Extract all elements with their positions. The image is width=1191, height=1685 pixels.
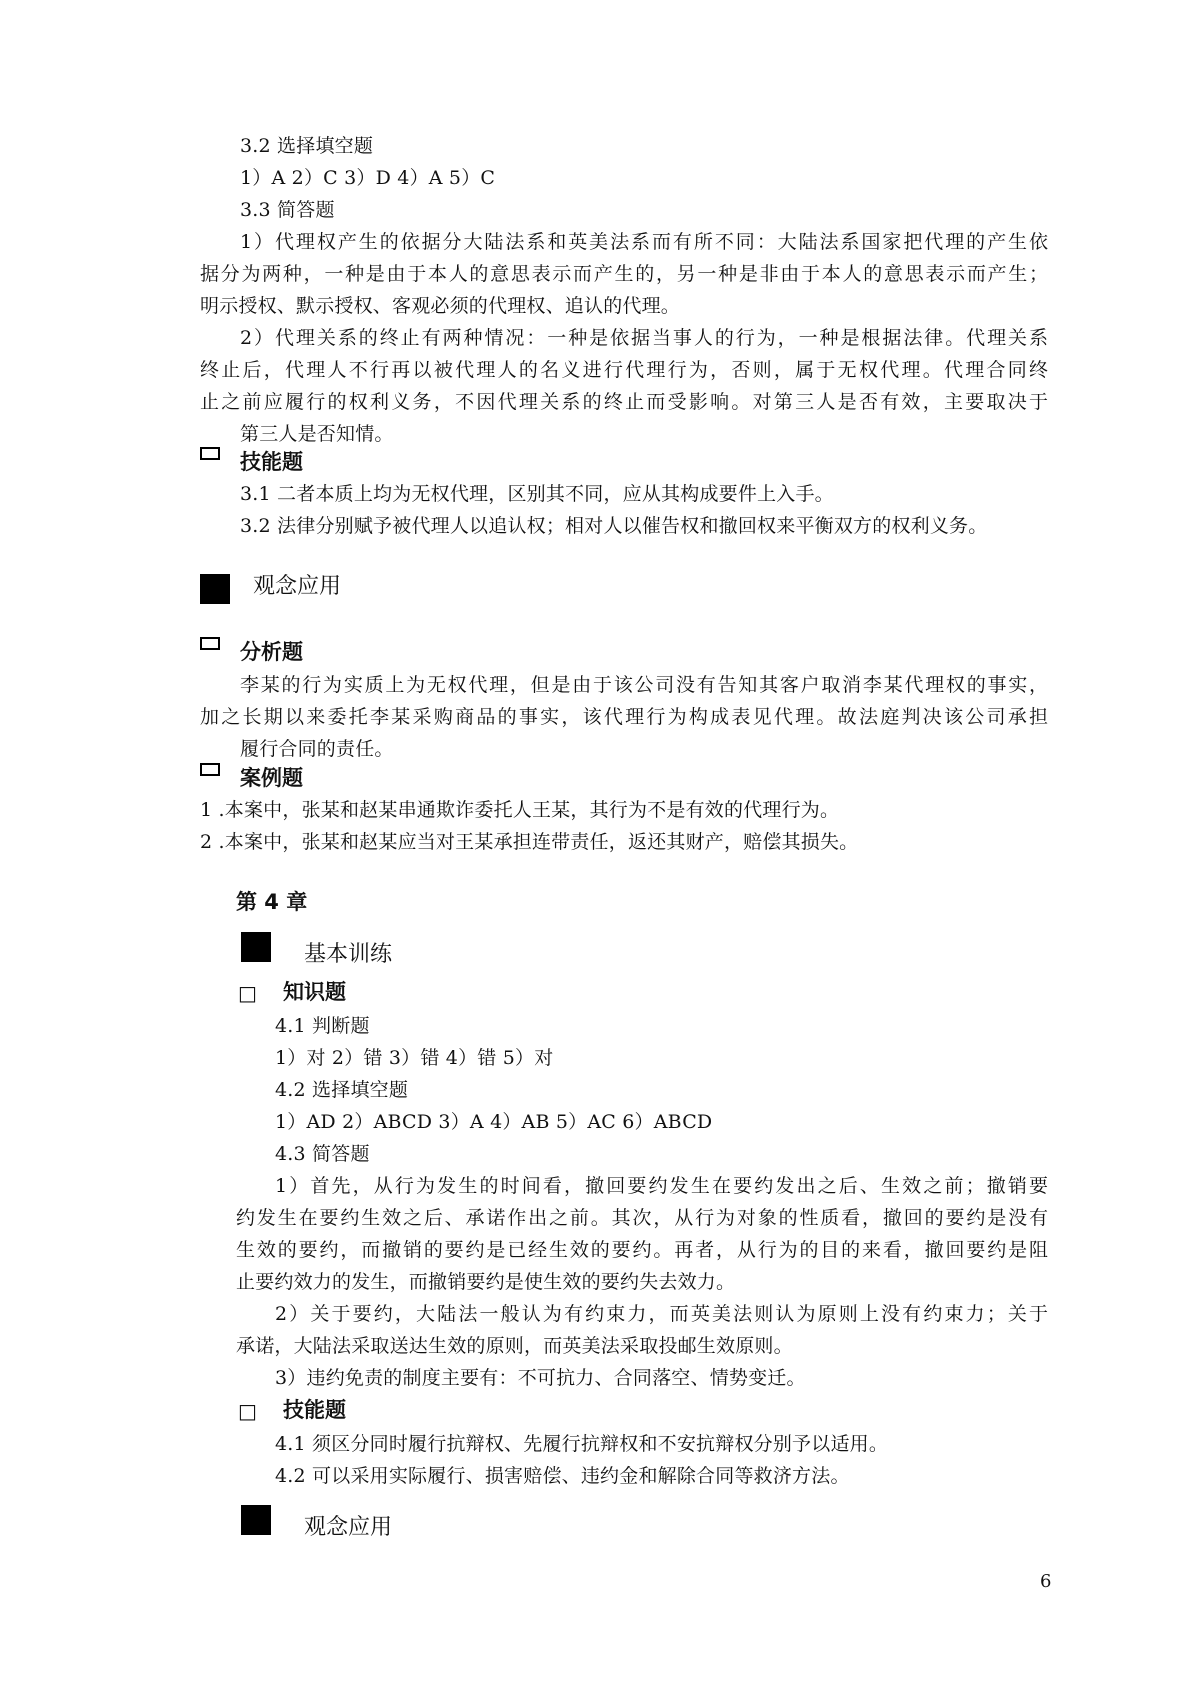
- concept-application-heading-4: 观念应用: [304, 1515, 393, 1540]
- answer-4-3-1-line4: 止要约效力的发生，而撤销要约是使生效的要约失去效力。: [236, 1271, 736, 1293]
- skill-4-1: 4.1 须区分同时履行抗辩权、先履行抗辩权和不安抗辩权分别予以适用。: [275, 1433, 889, 1455]
- skill-3-1: 3.1 二者本质上均为无权代理，区别其不同，应从其构成要件上入手。: [240, 483, 834, 505]
- answers-3-2: 1）A 2）C 3）D 4）A 5）C: [240, 167, 496, 189]
- black-square-icon: [200, 574, 230, 604]
- heading-3-2: 3.2 选择填空题: [240, 135, 374, 157]
- analysis-line3: 履行合同的责任。: [240, 738, 394, 760]
- answer-4-3-2-line2: 承诺，大陆法采取送达生效的原则，而英美法采取投邮生效原则。: [236, 1335, 793, 1357]
- answers-4-1: 1）对 2）错 3）错 4）错 5）对: [275, 1047, 554, 1069]
- skill-3-2: 3.2 法律分别赋予被代理人以追认权；相对人以催告权和撤回权来平衡双方的权利义务。: [240, 515, 988, 537]
- answer-3-3-2-line1: 2）代理关系的终止有两种情况：一种是依据当事人的行为，一种是根据法律。代理关系: [240, 327, 1048, 349]
- checkbox-bullet-icon: [200, 637, 220, 650]
- skills-heading: 技能题: [240, 450, 303, 474]
- analysis-heading: 分析题: [240, 640, 303, 664]
- case-heading: 案例题: [240, 766, 303, 790]
- checkbox-bullet-icon: [200, 447, 220, 460]
- case-item-1: 1 .本案中，张某和赵某串通欺诈委托人王某，其行为不是有效的代理行为。: [200, 799, 840, 821]
- heading-4-1: 4.1 判断题: [275, 1015, 370, 1037]
- answer-3-3-1-line1: 1）代理权产生的依据分大陆法系和英美法系而有所不同：大陆法系国家把代理的产生依: [240, 231, 1048, 253]
- answer-4-3-3: 3）违约免责的制度主要有：不可抗力、合同落空、情势变迁。: [275, 1367, 806, 1389]
- checkbox-bullet-icon: [200, 763, 220, 776]
- answers-4-2: 1）AD 2）ABCD 3）A 4）AB 5）AC 6）ABCD: [275, 1111, 713, 1133]
- concept-application-heading: 观念应用: [253, 574, 342, 599]
- heading-4-2: 4.2 选择填空题: [275, 1079, 409, 1101]
- heading-3-3: 3.3 简答题: [240, 199, 335, 221]
- answer-3-3-2-line4: 第三人是否知情。: [240, 423, 394, 445]
- answer-4-3-1-line1: 1）首先，从行为发生的时间看，撤回要约发生在要约发出之后、生效之前；撤销要: [275, 1175, 1048, 1197]
- answer-4-3-1-line2: 约发生在要约生效之后、承诺作出之前。其次，从行为对象的性质看，撤回的要约是没有: [236, 1207, 1048, 1229]
- black-square-icon: [241, 1505, 271, 1535]
- checkbox-bullet-icon: □: [238, 1399, 258, 1423]
- knowledge-heading: 知识题: [283, 980, 346, 1004]
- answer-3-3-2-line2: 终止后，代理人不行再以被代理人的名义进行代理行为，否则，属于无权代理。代理合同终: [200, 359, 1048, 381]
- heading-4-3: 4.3 简答题: [275, 1143, 370, 1165]
- case-item-2: 2 .本案中，张某和赵某应当对王某承担连带责任，返还其财产，赔偿其损失。: [200, 831, 859, 853]
- skills-heading-4: 技能题: [283, 1398, 346, 1422]
- answer-4-3-2-line1: 2）关于要约，大陆法一般认为有约束力，而英美法则认为原则上没有约束力；关于: [275, 1303, 1048, 1325]
- chapter-title: 第 4 章: [236, 890, 308, 914]
- skill-4-2: 4.2 可以采用实际履行、损害赔偿、违约金和解除合同等救济方法。: [275, 1465, 850, 1487]
- black-square-icon: [241, 932, 271, 962]
- analysis-line2: 加之长期以来委托李某采购商品的事实，该代理行为构成表见代理。故法庭判决该公司承担: [200, 706, 1048, 728]
- answer-3-3-1-line3: 明示授权、默示授权、客观必须的代理权、追认的代理。: [200, 295, 681, 317]
- analysis-line1: 李某的行为实质上为无权代理，但是由于该公司没有告知其客户取消李某代理权的事实，: [240, 674, 1048, 696]
- answer-3-3-2-line3: 止之前应履行的权利义务，不因代理关系的终止而受影响。对第三人是否有效，主要取决于: [200, 391, 1048, 413]
- page-number: 6: [1040, 1571, 1052, 1592]
- answer-4-3-1-line3: 生效的要约，而撤销的要约是已经生效的要约。再者，从行为的目的来看，撤回要约是阻: [236, 1239, 1048, 1261]
- answer-3-3-1-line2: 据分为两种，一种是由于本人的意思表示而产生的，另一种是非由于本人的意思表示而产生；: [200, 263, 1048, 285]
- checkbox-bullet-icon: □: [238, 981, 258, 1005]
- basic-training-heading: 基本训练: [304, 942, 393, 967]
